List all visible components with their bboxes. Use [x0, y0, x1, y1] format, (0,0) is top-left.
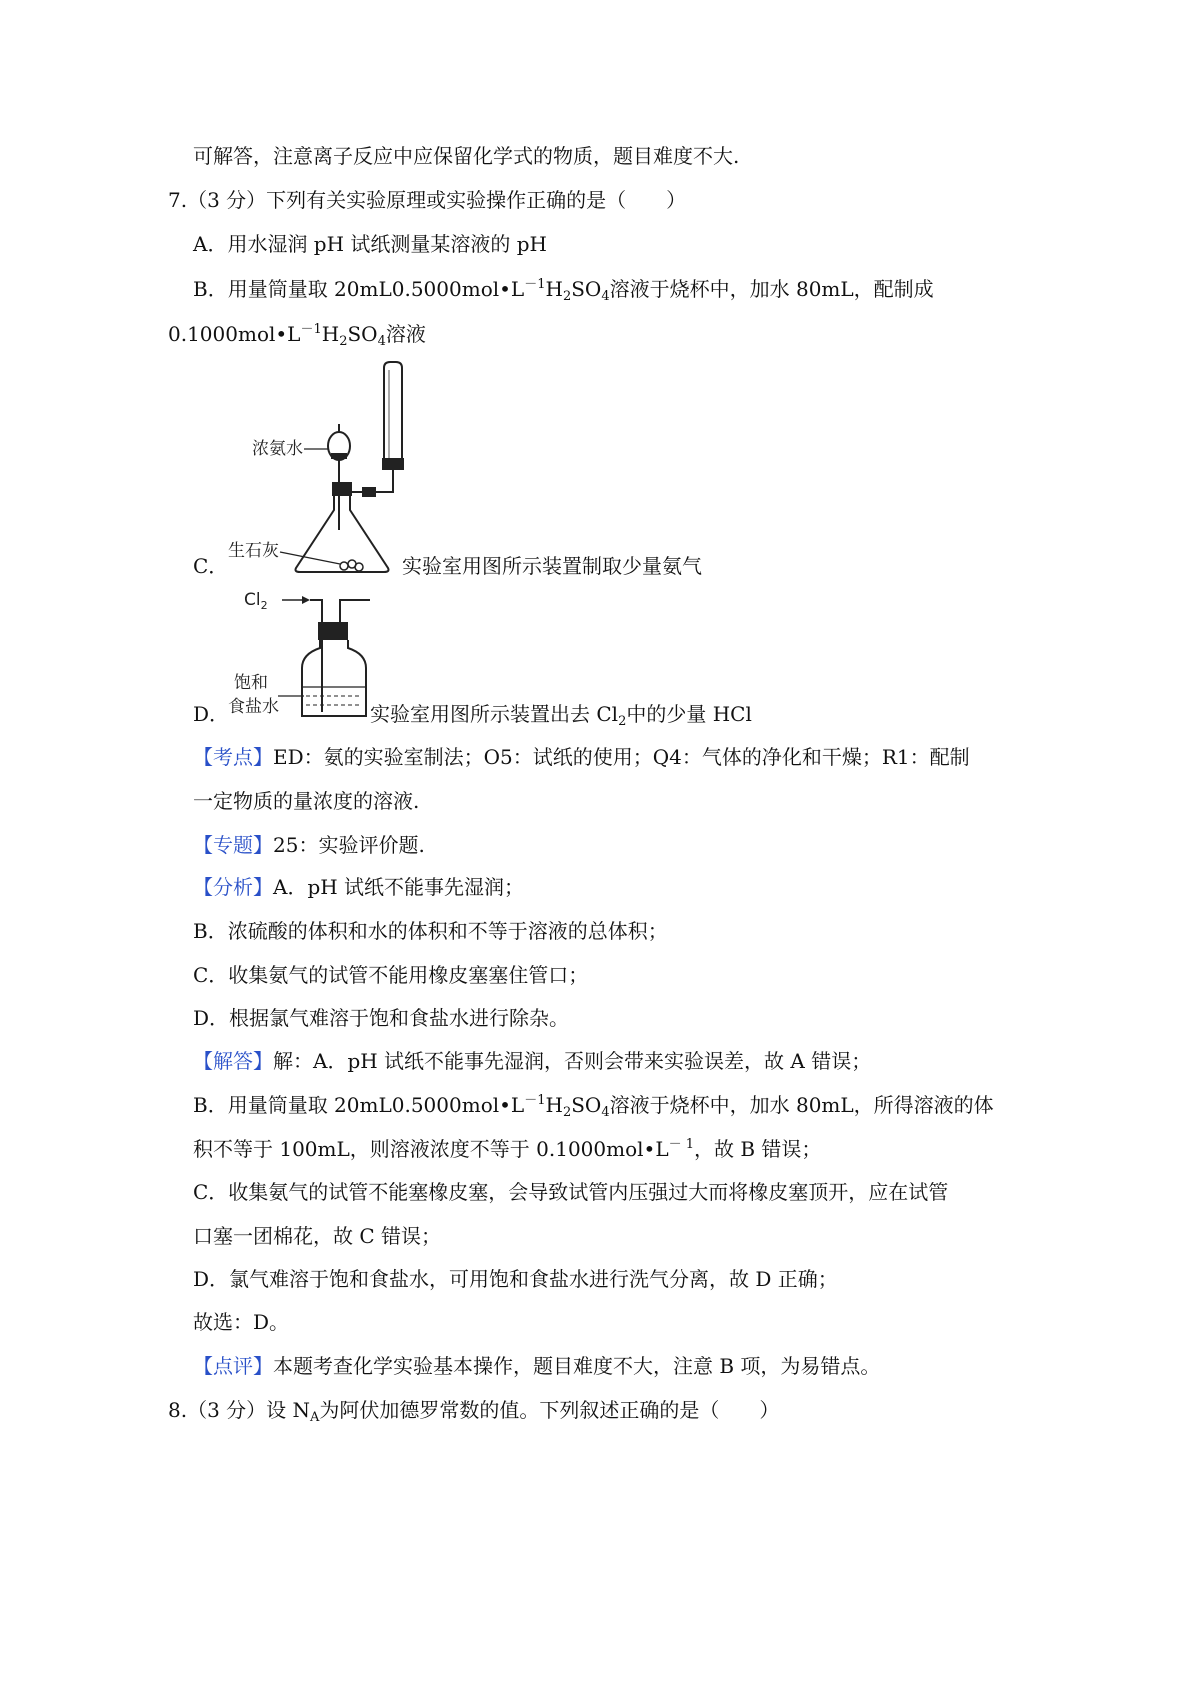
zhuanti-line: 【专题】25：实验评价题. [193, 833, 425, 857]
zhuanti-tag: 【专题】 [193, 833, 273, 857]
fenxi-tag: 【分析】 [193, 875, 273, 899]
gas-wash-bottle-figure [222, 584, 382, 724]
kaodian-tag: 【考点】 [193, 745, 273, 769]
option-d: D． [193, 702, 230, 726]
jieda-b-line2: 积不等于 100mL，则溶液浓度不等于 $0.1000mol•L^{- 1}$，故 B 错误； [193, 1137, 822, 1161]
dianping-tag: 【点评】 [193, 1354, 273, 1378]
option-b-line1: B．用量筒量取 $20mL0.5000mol•L^{-1}H_2SO_4$溶液于烧杯中，加水 80mL，配制成 [193, 277, 934, 304]
jieda-b-line1: B．用量筒量取 $20mL0.5000mol•L^{-1}H_2SO_4$溶液于烧杯中，加水 80mL，所得溶液的体 [193, 1093, 994, 1120]
jieda-d: D．氯气难溶于饱和食盐水，可用饱和食盐水进行洗气分离，故 D 正确； [193, 1267, 838, 1291]
kaodian-line2: 一定物质的量浓度的溶液. [193, 789, 420, 813]
ammonia-apparatus-figure [222, 360, 412, 580]
question-8: 8.（3 分）设 $N_A$为阿伏加德罗常数的值。下列叙述正确的是（ ） [168, 1398, 780, 1425]
label-ammonia-water: 浓氨水 [252, 439, 303, 459]
label-quicklime: 生石灰 [228, 541, 279, 561]
fenxi-c: C．收集氨气的试管不能用橡皮塞塞住管口； [193, 963, 589, 987]
option-b-line2: $0.1000mol•L^{-1}H_2SO_4$溶液 [168, 322, 426, 349]
fenxi-b: B．浓硫酸的体积和水的体积和不等于溶液的总体积； [193, 919, 668, 943]
option-a: A．用水湿润 pH 试纸测量某溶液的 pH [193, 232, 548, 256]
text-line: 可解答，注意离子反应中应保留化学式的物质，题目难度不大. [193, 144, 740, 168]
jieda-c-line1: C．收集氨气的试管不能塞橡皮塞，会导致试管内压强过大而将橡皮塞顶开，应在试管 [193, 1180, 949, 1204]
kaodian-line1: 【考点】ED：氨的实验室制法；O5：试纸的使用；Q4：气体的净化和干燥；R1：配制 [193, 745, 970, 769]
option-c-text: 实验室用图所示装置制取少量氨气 [402, 554, 702, 578]
label-brine: 食盐水 [228, 697, 279, 717]
fenxi-line: 【分析】A．pH 试纸不能事先湿润； [193, 875, 525, 899]
jieda-selection: 故选：D。 [193, 1310, 290, 1334]
fenxi-d: D．根据氯气难溶于饱和食盐水进行除杂。 [193, 1006, 570, 1030]
jieda-c-line2: 口塞一团棉花，故 C 错误； [193, 1224, 442, 1248]
question-7: 7.（3 分）下列有关实验原理或实验操作正确的是（ ） [168, 188, 687, 212]
jieda-line: 【解答】解：A．pH 试纸不能事先湿润，否则会带来实验误差，故 A 错误； [193, 1049, 872, 1073]
option-c: C． [193, 554, 229, 578]
option-d-text: 实验室用图所示装置出去 $Cl_2$中的少量 HCl [370, 702, 752, 729]
label-cl2: $Cl_2$ [244, 590, 268, 612]
dianping-line: 【点评】本题考查化学实验基本操作，题目难度不大，注意 B 项，为易错点。 [193, 1354, 881, 1378]
label-saturated: 饱和 [234, 673, 268, 693]
jieda-tag: 【解答】 [193, 1049, 273, 1073]
